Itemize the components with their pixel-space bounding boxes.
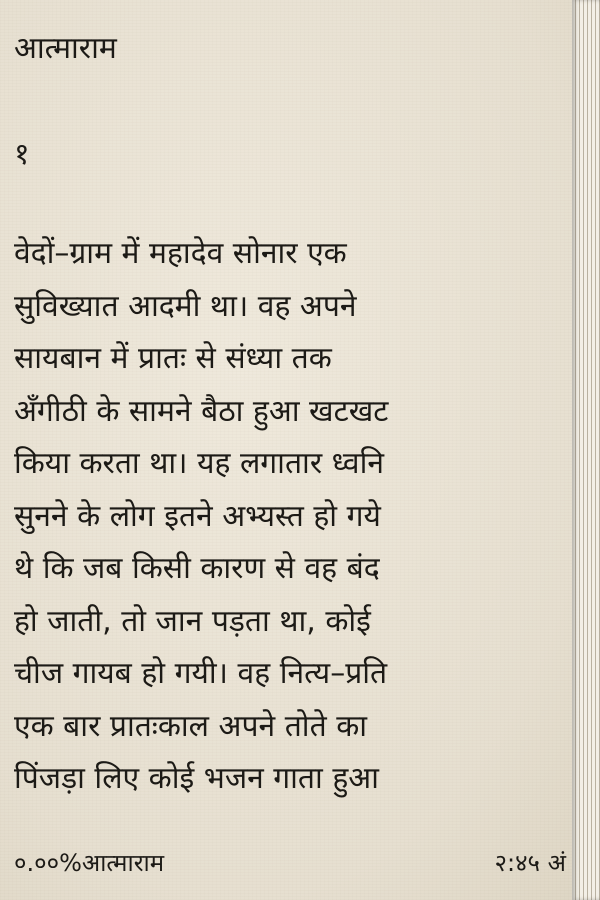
book-title: आत्माराम xyxy=(14,31,117,66)
text-line: एक बार प्रातःकाल अपने तोते का xyxy=(14,708,368,744)
text-line: सुनने के लोग इतने अभ्यस्त हो गये xyxy=(14,498,381,534)
text-line: सायबान में प्रातः से संध्या तक xyxy=(14,341,332,376)
text-line: चीज गायब हो गयी। वह नित्य–प्रति xyxy=(14,656,388,691)
text-line: अँगीठी के सामने बैठा हुआ खटखट xyxy=(14,393,389,429)
text-line: किया करता था। यह लगातार ध्वनि xyxy=(14,446,385,481)
text-line: पिंजड़ा लिए कोई भजन गाता हुआ xyxy=(14,761,379,796)
text-line: हो जाती, तो जान पड़ता था, कोई xyxy=(14,603,371,639)
chapter-number: १ xyxy=(14,137,30,172)
text-line: सुविख्यात आदमी था। वह अपने xyxy=(14,288,357,324)
page-edges xyxy=(572,0,600,900)
clock-time: २:४५ अं xyxy=(494,849,566,877)
text-line: वेदों–ग्राम में महादेव सोनार एक xyxy=(14,236,347,271)
text-line: थे कि जब किसी कारण से वह बंद xyxy=(14,551,380,586)
page-body-text xyxy=(14,228,566,806)
page-footer xyxy=(14,846,566,882)
reading-progress: ०.००%आत्माराम xyxy=(14,849,165,877)
